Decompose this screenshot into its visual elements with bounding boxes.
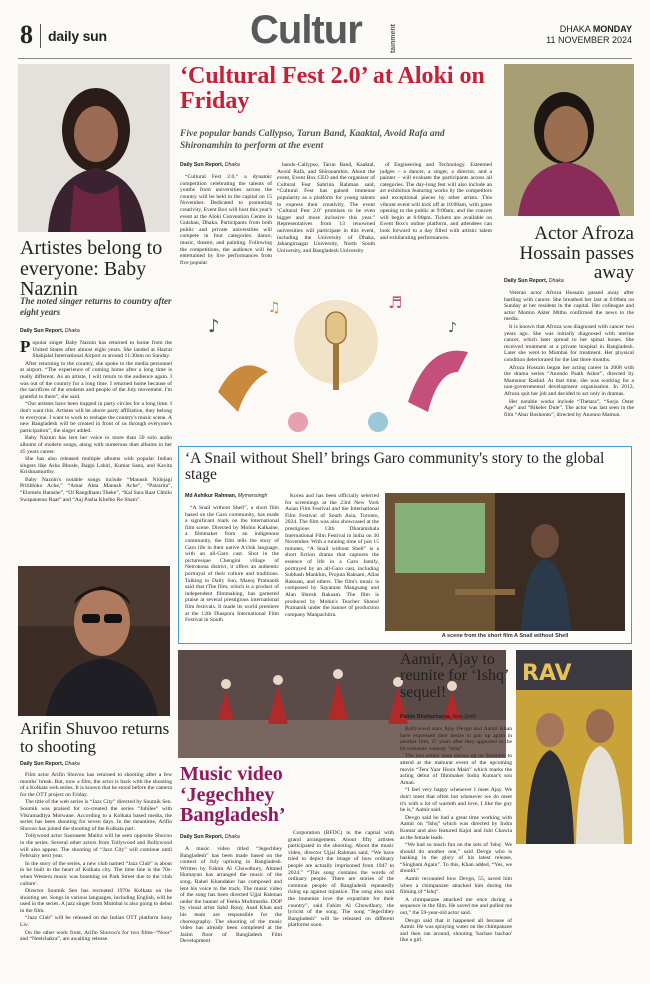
aamir-ajay-photo bbox=[516, 650, 632, 844]
jegechhey-byline-place: Dhaka bbox=[224, 834, 240, 840]
jegechhey-byline bbox=[180, 834, 240, 840]
fest-byline bbox=[180, 162, 240, 168]
masthead-rule bbox=[18, 58, 632, 59]
snail-byline-place: Mymensingh bbox=[237, 493, 268, 499]
snail-col-1: “A Snail without Shell”, a short film based on the Garo community, has made a significant mark on the international film scene. Directed by Mohin Kalkaine, a filmmaker from an indigenous community, the film tells the story of Garo life in their native A'chik language, with an all-Garo cast. Shot in the picturesque Chengini village of Netrokona district, it offers an authentic portrayal of their culture and traditions. Talking to Daily Sun, Manoj Pramanik said that tThe film, which is a product of independent filmmaking, has garnered praise at several prestigious international film festivals. It made its world premiere at the 12th Diaspora International Film Festival in South bbox=[185, 505, 279, 624]
baby-paragraph: After returning to the country, she spoke to the media personnel at airport. “The experience of coming home after a long time is really different. As an artiste, I will return to the audience again. I was out of the country for a long time. I returned home because of the sacrifices of the students and people of the July movement. I'm grateful to them”, she said. bbox=[20, 360, 172, 400]
fest-col-2: bands–Callypso, Tarun Band, Kaaktal, Avoid Rafa, and Shironamhin. About the event, Event Box CEO and the organiser of Cultural Fest Sabrina Rahman said, “Cultural Fest has gained immense popularity as a platform for young talents to express their creativity. The event ‘Cultural Fest 2.0’ promises to be even bigger and more inclusive this year.” Representatives from 13 renowned universities will participate in this event, including the University of Dhaka, Jahangirnagar University, North South University, and Bangladesh University bbox=[277, 162, 375, 254]
snail-headline: ‘A Snail without Shell’ brings Garo community's story to the global stage bbox=[185, 450, 605, 483]
arifin-paragraph: Tollywood actor Saurasent Mailra will be seen opposite Shuvoo in the series. Several other actors from Tollywood and Bollywood will also appear. The shooting of “Jazz City” will continue until February next year. bbox=[20, 833, 172, 860]
aamir-paragraph: Devgn said that it happened all because of Aamir. He was spraying water on the chimpanzee and then ran around, shouting 'bachao bachao' like a girl. bbox=[400, 917, 512, 944]
jegechhey-headline: Music video ‘Jegechhey Bangladesh’ bbox=[180, 763, 286, 827]
aamir-byline-place: New Delhi bbox=[452, 714, 477, 720]
arifin-byline-place: Dhaka bbox=[64, 761, 80, 767]
afroza-paragraph: Veteran actor Afroza Hossain passed away after battling with cancer. She breathed her last at 6:00am on Sunday at her resident in the capital. Her colleague and actor Momin Akter Mithu confirmed the news to the media. bbox=[504, 290, 634, 323]
baby-byline bbox=[20, 328, 80, 334]
masthead bbox=[18, 8, 632, 54]
music-illustration bbox=[178, 272, 494, 440]
baby-kicker: The noted singer returns to country after eight years bbox=[20, 296, 172, 317]
svg-text:♪: ♪ bbox=[208, 316, 220, 337]
baby-headline: Artistes belong to everyone: Baby Naznin bbox=[20, 237, 163, 301]
arifin-paragraph: On the other work front, Arifin Shuvoo's for two films–“Noor” and “Neelchakra”, are awaiting release. bbox=[20, 929, 172, 943]
jegechhey-byline-author: Daily Sun Report, bbox=[180, 834, 224, 840]
snail-film-photo bbox=[385, 493, 625, 631]
aamir-paragraph: “We had so much fun on the sets of 'Ishq'. We should do another one,” said Devgn who is basking in the glory of his latest release, “Singham Again”. To this, Khan added, “Yes, we should.” bbox=[400, 842, 512, 875]
fest-headline: ‘Cultural Fest 2.0’ at Aloki on Friday bbox=[180, 63, 485, 114]
divider bbox=[40, 24, 41, 48]
afroza-body bbox=[504, 290, 634, 440]
snail-byline bbox=[185, 493, 267, 499]
baby-body bbox=[20, 340, 172, 562]
baby-naznin-photo bbox=[18, 64, 170, 232]
snail-caption: A scene from the short film A Snail without Shell bbox=[441, 633, 569, 639]
arifin-paragraph: Film actor Arifin Shuvoo has returned to shooting after a few months' break. But, now a film, the actor is back with the shooting of a Kolkata web series. It is known that he stood before the camera for the OTT project on Friday. bbox=[20, 772, 172, 798]
arifin-paragraph: In the story of the series, a new club named “Jazz Club” is about to be built in the heart of Kolkata city. The time line is the 70s- when Western music was booming on Park Street due to the 'club culture'. bbox=[20, 860, 172, 887]
fest-byline-place: Dhaka bbox=[224, 162, 240, 168]
baby-paragraph: Baby Naznin's notable songs include “Manush Nidojagi Pritibhiko Ache,” “Amar Akta Manush Ache”, “Patrarita”, “Elomelo Batashe”, “Oi Rangdhanu Theke”, “Kal Sara Raat Chhilo Swapanerao Raat” and “Aaj Pasha Khelbo Re Sham”. bbox=[20, 476, 172, 503]
aamir-paragraph: The two actors were shown up on Saturday to attend at the mahurat event of the upcoming movie “Tera Yaar Hoon Main” which marks the acting debut of filmmaker Indra Kumar's son Aman. bbox=[400, 753, 512, 786]
arifin-byline-author: Daily Sun Report, bbox=[20, 761, 64, 767]
fest-byline-author: Daily Sun Report, bbox=[180, 162, 224, 168]
arifin-body bbox=[20, 772, 172, 972]
baby-paragraph: opular singer Baby Naznin has returned to home from the United States after almost eight years. She landed at Hazrat Shahjalal International Airport at around 11:30am on Sunday. bbox=[32, 340, 172, 360]
page-number: 8 bbox=[20, 20, 33, 49]
afroza-byline bbox=[504, 278, 564, 284]
aamir-headline: Aamir, Ajay to reunite for ‘Ishq’ sequel! bbox=[400, 651, 509, 701]
arifin-paragraph: Director Soumik Sen has recreated 1970s Kolkata on the shooting set. Songs in various languages, including English, will be used in the series. A jazz singer from Mumbai is also going to debut in the film. bbox=[20, 888, 172, 914]
arifin-shuvoo-photo bbox=[18, 566, 170, 716]
svg-text:♬: ♬ bbox=[388, 293, 403, 312]
aamir-paragraph: Aamir recounted how Devgn, 55, saved him when a chimpanzee attacked him during the filming of “Ishq”. bbox=[400, 876, 512, 896]
aamir-byline bbox=[400, 714, 510, 720]
svg-text:♪: ♪ bbox=[448, 320, 457, 336]
dateline-date: 11 NOVEMBER 2024 bbox=[546, 35, 632, 45]
dateline-city: DHAKA bbox=[559, 24, 591, 34]
dateline bbox=[546, 24, 632, 46]
svg-text:♫: ♫ bbox=[268, 300, 281, 316]
svg-text:RAV: RAV bbox=[522, 661, 572, 686]
baby-dropcap: P bbox=[20, 340, 31, 356]
baby-paragraph: She has also released multiple albums with popular Indian singers like Asha Bhosle, Bappi Lahiri, Kumar Sanu, and Kavita Krishnamurthy. bbox=[20, 456, 172, 476]
section-title-tail: tainment bbox=[390, 24, 397, 54]
baby-paragraph: Baby Naznin has lent her voice to more than 50 solo audio albums of modern songs, along with numerous duet albums in her 45 years career. bbox=[20, 435, 172, 455]
aamir-body bbox=[400, 726, 512, 974]
arifin-byline bbox=[20, 761, 80, 767]
afroza-byline-author: Daily Sun Report, bbox=[504, 278, 548, 284]
snail-byline-author: Md Ashikur Rahman, bbox=[185, 493, 237, 499]
arifin-paragraph: The title of the web series is “Jazz City” directed by Soumik Sen. Soumik was praised for co-created the series “Jubilee” with Vikramaditya Motwane. According to a Kolkata based media, the series has been shooting for seven days. In the meantime, Arifin Shuvoo has joined the shooting of the Kolkata part. bbox=[20, 799, 172, 832]
aamir-paragraph: “I feel very happy whenever I meet Ajay. We don't meet that often but whenever we do meet it's with a lot of warmth and love, I like the guy he is,” Aamir said. bbox=[400, 787, 512, 814]
fest-col-1: “Cultural Fest 2.0,” a dynamic competition celebrating the talents of youths from universities across the country will be held in the capital on 15 November. Dedicated to promoting creativity, Event Box will host this year's event at the Aloki Convention Centre in Gulshan, Dhaka. Participants from both public and private universities will compete in four categories: dance, music, theatre, and painting. Following the competitions, the audience will be entertained by live performances from five popular bbox=[180, 174, 272, 266]
paper-name: daily sun bbox=[48, 28, 107, 44]
afroza-paragraph: It is known that Afroza was diagnosed with cancer two years ago. She was initially diagnosed with uterine cancer, which later spread to her spinal bones. She received treatment at a private hospital in Bangladesh. Later she went to Mumbai for treatment. Her physical condition deteriorated for the last three months. bbox=[504, 323, 634, 363]
baby-paragraph: “Our artistes have been trapped in party circles for a long time. I don't want this. Artistes will be above party affiliation, they belong to everyone. I want to work to reshape the country's music scene. A new Bangladesh will be created in front of us through everyone's participation”, the singer added. bbox=[20, 401, 172, 434]
arifin-paragraph: “Jazz Club” will be released on the Indian OTT platform Sony Liv. bbox=[20, 915, 172, 929]
aamir-byline-author: Pallab Bhattacharya, bbox=[400, 714, 452, 720]
jegechhey-col-2: Corporation (BFDC) in the capital with grand arrangement. About fifty artistes participated in the shooting. About the music video, director Ujjal Rahman said, “We have tried to depict the image of how ordinary people are actually imprisoned from 1947 to 2024.” “This song contains the words of ordinary people. There are stories of the common people of Bangladesh repeatedly rising up against injustice. The song also said the immense love the expatriate for their country”, said Fahim Al Chowdhury, the lyricist of the song. The song “Jegechhey Bangladesh” will be released on different platforms soon. bbox=[288, 830, 394, 929]
dateline-day: MONDAY bbox=[592, 24, 632, 34]
fest-col-3: of Engineering and Technology. Esteemed judges – a dancer, a singer, a director, and a painter – will evaluate the participants across all categories. The day-long fest will also include an art exhibition featuring works by the competitors and exceptional pieces by other artists. This vibrant event will kick off at 10:00am, with gates opening to the public at 9:00am, and the concert will begin at 6:00pm. Tickets are available on Event Box's online platform, and attendees can look forward to a day filled with artistic talent and exhilarating performances. bbox=[380, 162, 492, 241]
arifin-headline: Arifin Shuvoo returns to shooting bbox=[20, 719, 170, 756]
afroza-hossain-photo bbox=[504, 64, 634, 216]
baby-byline-place: Dhaka bbox=[64, 328, 80, 334]
afroza-paragraph: Her notable works include “Thetara”, “Surjo Oster Age” and “Bikeler Dule”. The actor was last seen in the film “Abar Boshonto”, directed by Anonno Mamun. bbox=[504, 398, 634, 418]
baby-byline-author: Daily Sun Report, bbox=[20, 328, 64, 334]
aamir-paragraph: Bollywood stars Ajay Devgn and Aamir Khan have expressed their desire to pair up again in another film, 27 years after they appeared in the hit romantic comedy “Ishq”. bbox=[400, 726, 512, 752]
aamir-paragraph: Devgn said he had a great time working with Aamir on “Ishq” which was directed by Indra Kumar and also featured Kajol and Juhi Chawla as the female leads. bbox=[400, 814, 512, 841]
afroza-headline: Actor Afroza Hossain passes away bbox=[519, 223, 634, 284]
snail-box bbox=[178, 446, 632, 644]
section-title: Cultur bbox=[250, 8, 362, 52]
fest-kicker: Five popular bands Callypso, Tarun Band, Kaaktal, Avoid Rafa and Shironamhin to perform at the event bbox=[180, 129, 445, 151]
jegechhey-col-1: A music video titled “Jegechhey Bangladesh” has been made based on the context of July uprising in Bangladesh. Written by Fahim Al Chowdhury, Ahmed Humayun has arranged the music of the song. Rahel Khandaker has composed and lent his voice to the track. The music video of the song has been directed Ujjal Rahman under the banner of Feeha Multimedia. DOP by visual artist Sahil Rony, Asad Khan and his team are responsible for the choreography. The shooting of the music video has already been completed at the Jasim floor of Bangladesh Film Development bbox=[180, 846, 282, 945]
snail-col-2: Korea and has been officially selected for screenings at the 23rd New York Asian Film Festival and the International Film Festival of South Asia, Toronto, 2024. The film was also showcased at the prestigious 13th Dharamshala International Film Festival in India on 30 November. With a running time of just 15 minutes, “A Snail without Shell” is a short fiction drama that captures the essence of life in a Garo family, portrayed by an all-Garo cast, including Subhash Mankhin, Projuta Raksam, Allas Raksam, and others. The film's music is composed by Sayantan Mangsang and Alan Shresh Raksam. The film is produced by Mohin's Teacher Shanol Pramanik under the banner of production company Manpachitra. bbox=[285, 493, 379, 618]
aamir-paragraph: A chimpanzee attacked me once during a sequence in the film. He saved me and pulled me out,” the 59-year-old actor said. bbox=[400, 896, 512, 917]
afroza-byline-place: Dhaka bbox=[548, 278, 564, 284]
afroza-paragraph: Afroza Hossain began her acting career in 2008 with the drama series “Anondo Paath Ashor”, directed by Mamunur Rashid. At that time, she was working for a non-governmental development organisation. In 2013, Afroza quit her job and decided to act only in dramas. bbox=[504, 364, 634, 397]
